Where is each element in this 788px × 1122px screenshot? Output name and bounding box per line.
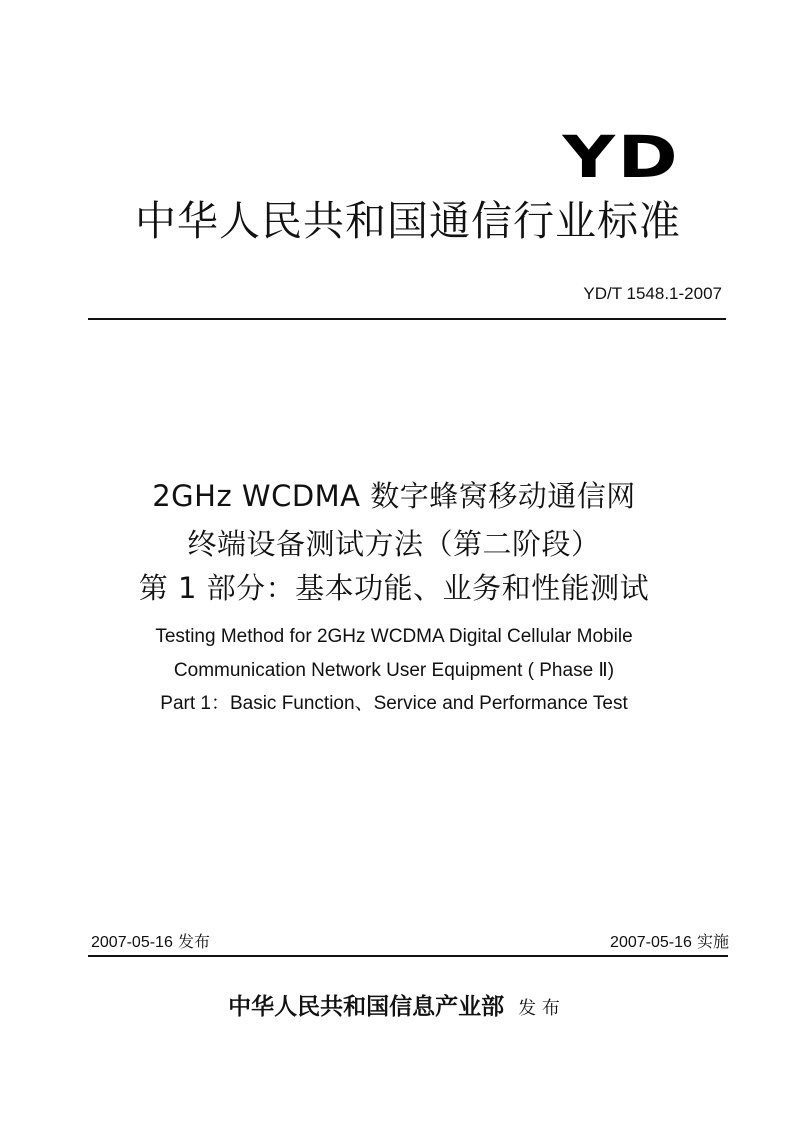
- bottom-divider: [88, 955, 728, 957]
- title-en-line-3: Part 1：Basic Function、Service and Performance Test: [160, 693, 628, 714]
- title-cn-line-1: 2GHz WCDMA 数字蜂窝移动通信网: [152, 479, 636, 513]
- issuer-name: 中华人民共和国信息产业部: [228, 993, 505, 1020]
- org-heading: 中华人民共和国通信行业标准: [135, 197, 681, 245]
- yd-logo: YD: [562, 123, 680, 191]
- issuer-line: [0, 992, 788, 1024]
- issue-date: [91, 932, 210, 953]
- title-en-line-2: Communication Network User Equipment ( Phase Ⅱ): [173, 660, 615, 681]
- implementation-date-value: 2007-05-16: [610, 934, 692, 951]
- top-divider: [88, 318, 726, 320]
- implementation-date: [610, 932, 729, 953]
- implementation-date-label: 实施: [696, 932, 729, 951]
- standard-number: YD/T 1548.1-2007: [583, 284, 722, 303]
- issuer-action: 发 布: [518, 998, 560, 1019]
- issue-date-value: 2007-05-16: [91, 934, 173, 951]
- title-en-line-1: Testing Method for 2GHz WCDMA Digital Cellular Mobile: [155, 626, 633, 647]
- title-cn-line-3: 第 1 部分：基本功能、业务和性能测试: [138, 571, 650, 605]
- title-cn-line-2: 终端设备测试方法（第二阶段）: [187, 527, 601, 561]
- issue-date-label: 发布: [177, 932, 210, 951]
